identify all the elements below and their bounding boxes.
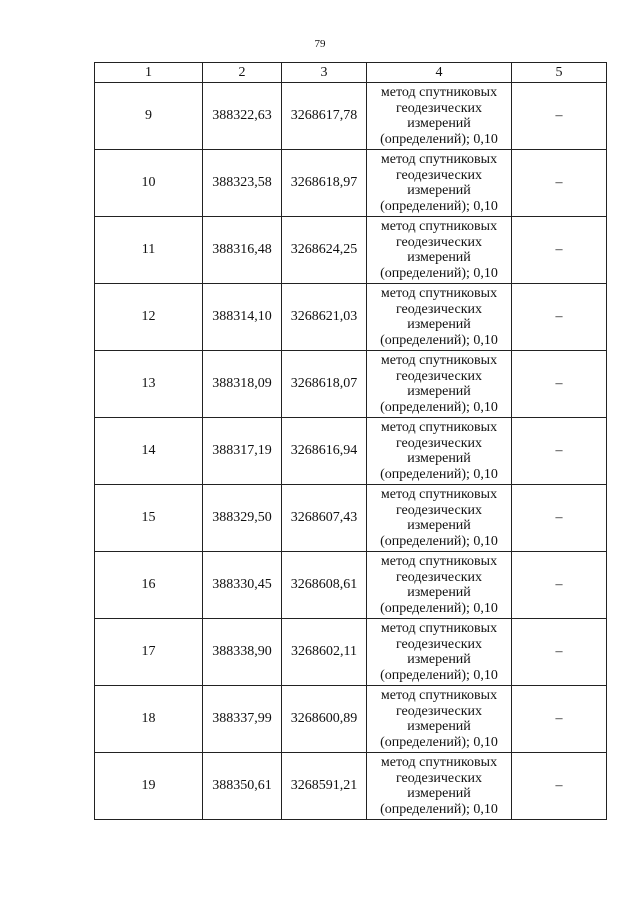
method-text-line: измерений [407, 317, 471, 332]
method-text-line: геодезических [395, 569, 482, 585]
method-text-line: метод спутниковых [380, 353, 498, 368]
method-cell [367, 217, 512, 284]
method-text-line: измерений [407, 451, 471, 466]
method-text-line: геодезических [395, 301, 482, 317]
note-cell: – [512, 351, 607, 418]
method-cell [367, 351, 512, 418]
y-coordinate-cell: 3268618,07 [282, 351, 367, 418]
method-text-line: геодезических [395, 703, 482, 719]
method-cell [367, 485, 512, 552]
method-text-line: метод спутниковых [380, 152, 498, 167]
y-coordinate-cell: 3268617,78 [282, 83, 367, 150]
note-cell: – [512, 217, 607, 284]
coordinates-table [94, 62, 607, 820]
y-coordinate-cell: 3268624,25 [282, 217, 367, 284]
method-text-line: метод спутниковых [380, 219, 498, 234]
y-coordinate-cell: 3268600,89 [282, 686, 367, 753]
note-cell: – [512, 485, 607, 552]
method-text-line: измерений [407, 384, 471, 399]
method-text-line: геодезических [395, 435, 482, 451]
method-text-line: метод спутниковых [380, 85, 498, 100]
y-coordinate-cell: 3268608,61 [282, 552, 367, 619]
note-cell: – [512, 150, 607, 217]
header-col-5: 5 [512, 63, 607, 83]
table-row [95, 217, 607, 284]
table-row [95, 485, 607, 552]
method-cell [367, 284, 512, 351]
x-coordinate-cell: 388337,99 [203, 686, 282, 753]
method-text-line: метод спутниковых [380, 621, 498, 636]
point-number-cell: 19 [95, 753, 203, 820]
header-row [95, 63, 607, 83]
method-text-line: (определений); 0,10 [380, 533, 498, 549]
method-cell [367, 619, 512, 686]
method-text-line: измерений [407, 719, 471, 734]
method-cell [367, 753, 512, 820]
point-number-cell: 15 [95, 485, 203, 552]
table-row [95, 552, 607, 619]
y-coordinate-cell: 3268616,94 [282, 418, 367, 485]
method-text-line: метод спутниковых [380, 487, 498, 502]
x-coordinate-cell: 388323,58 [203, 150, 282, 217]
table-row [95, 753, 607, 820]
method-text-line: измерений [407, 116, 471, 131]
method-text-line: геодезических [395, 368, 482, 384]
method-text-line: (определений); 0,10 [380, 801, 498, 817]
table-row [95, 83, 607, 150]
point-number-cell: 12 [95, 284, 203, 351]
method-text-line: геодезических [395, 167, 482, 183]
note-cell: – [512, 83, 607, 150]
page-number: 79 [314, 38, 326, 50]
x-coordinate-cell: 388330,45 [203, 552, 282, 619]
method-cell [367, 418, 512, 485]
method-text-line: метод спутниковых [380, 688, 498, 703]
table-row [95, 418, 607, 485]
table-row [95, 619, 607, 686]
header-col-2: 2 [203, 63, 282, 83]
method-text-line: измерений [407, 250, 471, 265]
y-coordinate-cell: 3268607,43 [282, 485, 367, 552]
method-text-line: метод спутниковых [380, 755, 498, 770]
table-row [95, 284, 607, 351]
x-coordinate-cell: 388329,50 [203, 485, 282, 552]
point-number-cell: 10 [95, 150, 203, 217]
x-coordinate-cell: 388350,61 [203, 753, 282, 820]
x-coordinate-cell: 388338,90 [203, 619, 282, 686]
note-cell: – [512, 753, 607, 820]
y-coordinate-cell: 3268621,03 [282, 284, 367, 351]
method-text-line: (определений); 0,10 [380, 332, 498, 348]
method-text-line: (определений); 0,10 [380, 600, 498, 616]
method-text-line: (определений); 0,10 [380, 265, 498, 281]
x-coordinate-cell: 388317,19 [203, 418, 282, 485]
point-number-cell: 18 [95, 686, 203, 753]
method-text-line: геодезических [395, 770, 482, 786]
y-coordinate-cell: 3268618,97 [282, 150, 367, 217]
note-cell: – [512, 418, 607, 485]
point-number-cell: 11 [95, 217, 203, 284]
note-cell: – [512, 686, 607, 753]
method-text-line: геодезических [395, 100, 482, 116]
method-text-line: (определений); 0,10 [380, 131, 498, 147]
x-coordinate-cell: 388322,63 [203, 83, 282, 150]
note-cell: – [512, 619, 607, 686]
method-text-line: метод спутниковых [380, 286, 498, 301]
method-text-line: измерений [407, 518, 471, 533]
x-coordinate-cell: 388318,09 [203, 351, 282, 418]
x-coordinate-cell: 388316,48 [203, 217, 282, 284]
header-col-4: 4 [367, 63, 512, 83]
method-text-line: (определений); 0,10 [380, 734, 498, 750]
method-text-line: (определений); 0,10 [380, 667, 498, 683]
note-cell: – [512, 284, 607, 351]
point-number-cell: 17 [95, 619, 203, 686]
method-text-line: (определений); 0,10 [380, 399, 498, 415]
note-cell: – [512, 552, 607, 619]
method-text-line: (определений); 0,10 [380, 198, 498, 214]
method-cell [367, 686, 512, 753]
method-cell [367, 150, 512, 217]
table-row [95, 351, 607, 418]
table-row [95, 150, 607, 217]
method-text-line: метод спутниковых [380, 554, 498, 569]
point-number-cell: 9 [95, 83, 203, 150]
method-text-line: геодезических [395, 234, 482, 250]
method-cell [367, 552, 512, 619]
method-text-line: геодезических [395, 502, 482, 518]
method-text-line: (определений); 0,10 [380, 466, 498, 482]
point-number-cell: 13 [95, 351, 203, 418]
point-number-cell: 16 [95, 552, 203, 619]
point-number-cell: 14 [95, 418, 203, 485]
method-text-line: измерений [407, 183, 471, 198]
method-text-line: геодезических [395, 636, 482, 652]
method-text-line: метод спутниковых [380, 420, 498, 435]
table-row [95, 686, 607, 753]
y-coordinate-cell: 3268602,11 [282, 619, 367, 686]
header-col-3: 3 [282, 63, 367, 83]
method-text-line: измерений [407, 786, 471, 801]
method-text-line: измерений [407, 585, 471, 600]
method-cell [367, 83, 512, 150]
x-coordinate-cell: 388314,10 [203, 284, 282, 351]
y-coordinate-cell: 3268591,21 [282, 753, 367, 820]
header-col-1: 1 [95, 63, 203, 83]
method-text-line: измерений [407, 652, 471, 667]
